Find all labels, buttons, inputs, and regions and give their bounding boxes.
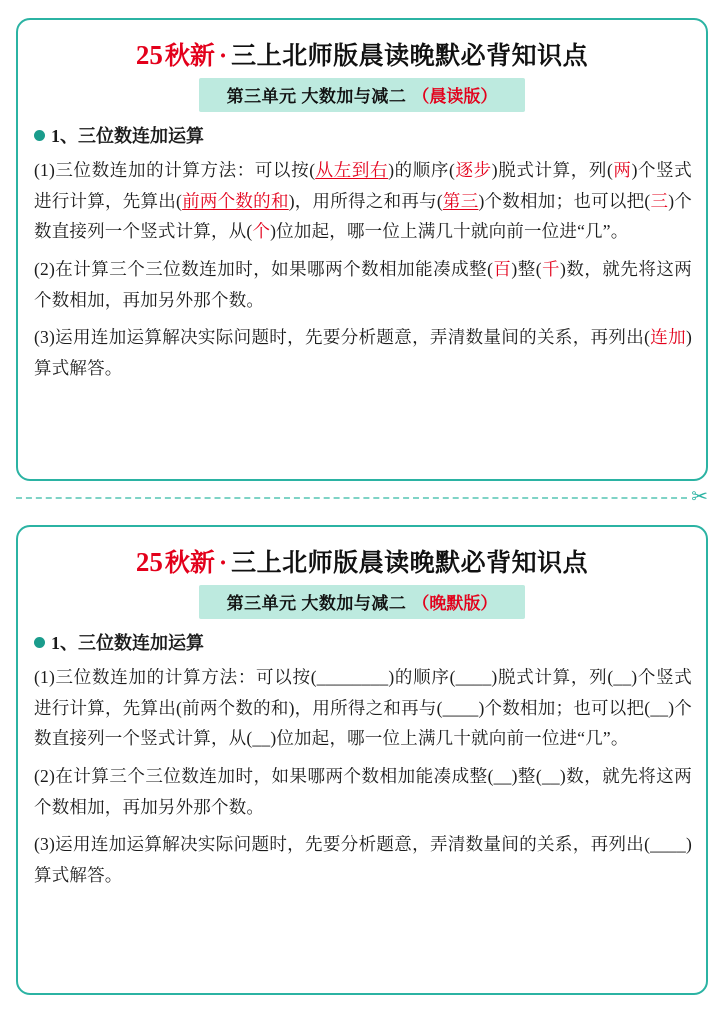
- title-year-evening: 25: [135, 547, 163, 577]
- dashed-line: [16, 497, 687, 499]
- subtitle-wrap-morning: [32, 78, 692, 112]
- title-season-evening: 秋新: [164, 550, 215, 577]
- text-fragment: (3)运用连加运算解决实际问题时，先要分析题意，弄清数量间的关系，再列出(: [34, 327, 651, 348]
- bullet-icon: [34, 637, 45, 648]
- section-heading-text-morning: 1、三位数连加运算: [51, 126, 204, 146]
- text-fragment: (3)运用连加运算解决实际问题时，先要分析题意，弄清数量间的关系，再列出(____)算式解答。: [34, 834, 692, 885]
- section-heading-text-evening: 1、三位数连加运算: [51, 633, 204, 653]
- paragraph-3-evening: [34, 829, 692, 890]
- section-heading-morning: [34, 122, 692, 148]
- paragraph-3-morning: [34, 322, 692, 383]
- text-fragment: )个数相加；也可以把(: [478, 190, 651, 211]
- title-main-text-evening: 三上北师版晨读晚默必背知识点: [231, 550, 589, 577]
- text-fragment: (1)三位数连加的计算方法：可以按(________)的顺序(____)脱式计算，列(__)个竖式进行计算，先算出(前两个数的和)，用所得之和再与(____)个数相加；也可以把(__)个数直接列一个竖式计算，从(__)位加起，哪一位上满几十就向前一位进“几”。: [34, 667, 692, 749]
- title-separator-dot-evening: ·: [218, 550, 228, 577]
- card-title: [32, 36, 692, 72]
- scissors-icon: ✂: [691, 486, 708, 508]
- title-main-text: 三上北师版晨读晚默必背知识点: [231, 43, 589, 70]
- text-fragment: )数，就先将这两个数相加，再加另外那个数。: [34, 258, 693, 310]
- text-fragment: )个竖式进行计算，先算出(: [34, 160, 692, 211]
- section-heading-evening: [34, 629, 692, 655]
- card-title-evening: [32, 543, 692, 579]
- text-fragment: )整(: [511, 258, 542, 279]
- text-fragment: 从左到右: [315, 160, 389, 180]
- text-fragment: (2)在计算三个三位数连加时，如果哪两个数相加能凑成整(__)整(__)数，就先将这两个数相加，再加另外那个数。: [34, 765, 692, 817]
- cut-line: [16, 485, 708, 511]
- text-fragment: 连加: [650, 327, 686, 348]
- paragraph-1-evening: [34, 662, 692, 754]
- knowledge-card-evening: [16, 525, 708, 995]
- text-fragment: )脱式计算，列(: [491, 160, 613, 180]
- text-fragment: )的顺序(: [388, 160, 456, 180]
- paragraph-1-morning: [34, 155, 692, 247]
- subtitle-version-evening: （晚默版）: [412, 594, 498, 613]
- text-fragment: 千: [541, 258, 561, 279]
- title-season: 秋新: [164, 43, 215, 70]
- knowledge-card-morning: [16, 18, 708, 481]
- bullet-icon: [34, 130, 45, 141]
- text-fragment: 百: [493, 258, 512, 279]
- text-fragment: )个数直接列一个竖式计算，从(: [34, 190, 693, 242]
- text-fragment: 逐步: [455, 160, 492, 180]
- subtitle-banner-evening: [199, 585, 526, 619]
- text-fragment: 第三: [442, 190, 479, 211]
- subtitle-unit-evening: 第三单元 大数加与减二: [226, 594, 407, 613]
- text-fragment: 个: [252, 221, 271, 242]
- text-fragment: (1)三位数连加的计算方法：可以按(: [34, 160, 316, 180]
- text-fragment: )，用所得之和再与(: [288, 190, 443, 211]
- text-fragment: 三: [650, 190, 669, 211]
- paragraph-2-evening: [34, 761, 692, 822]
- text-fragment: )位加起，哪一位上满几十就向前一位进“几”。: [270, 221, 629, 242]
- paragraph-2-morning: [34, 254, 692, 315]
- text-fragment: )算式解答。: [34, 327, 692, 378]
- text-fragment: (2)在计算三个三位数连加时，如果哪两个数相加能凑成整(: [34, 258, 494, 279]
- subtitle-wrap-evening: [32, 585, 692, 619]
- text-fragment: 前两个数的和: [182, 190, 289, 211]
- subtitle-unit-morning: 第三单元 大数加与减二: [226, 87, 407, 106]
- text-fragment: 两: [613, 160, 632, 180]
- title-separator-dot: ·: [218, 43, 228, 70]
- subtitle-version-morning: （晨读版）: [412, 87, 498, 106]
- subtitle-banner-morning: [199, 78, 526, 112]
- title-year-text: 25: [135, 40, 163, 70]
